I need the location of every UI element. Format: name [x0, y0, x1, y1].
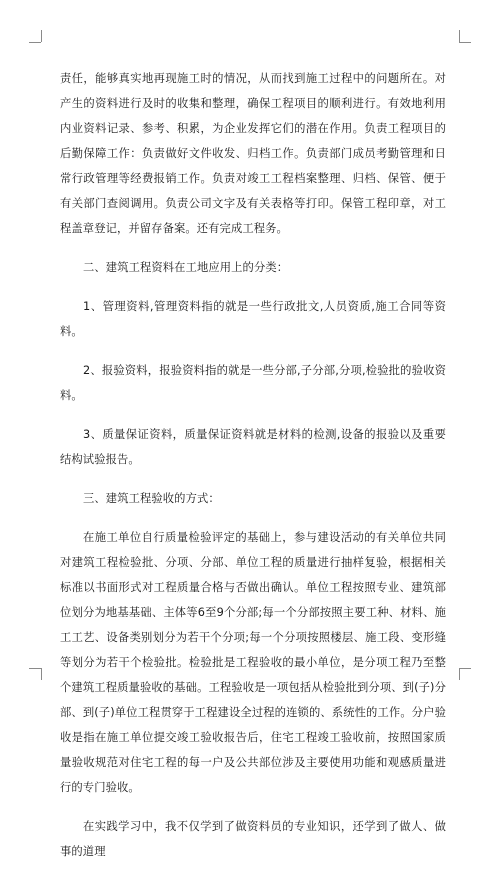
heading-section-three: 三、建筑工程验收的方式： — [83, 492, 220, 505]
body-text — [60, 66, 446, 878]
crop-mark-top-right-v — [459, 30, 460, 42]
crop-mark-top-left-v — [41, 30, 42, 42]
heading-section-two: 二、建筑工程资料在工地应用上的分类： — [83, 261, 289, 274]
crop-mark-bottom-right-h — [459, 668, 471, 669]
crop-mark-bottom-right-v — [459, 668, 460, 680]
crop-mark-top-right-h — [459, 42, 471, 43]
crop-mark-top-left-h — [29, 42, 41, 43]
paragraph-acceptance-method: 在施工单位自行质量检验评定的基础上，参与建设活动的有关单位共同对建筑工程检验批、分项、分部、单位工程的质量进行抽样复验，根据相关标准以书面形式对工程质量合格与否做出确认。单位工程按照专业、建筑部位划分为地基基础、主体等6至9个分部;每一个分部按照主要工种、材料、施工工艺、设备类别划分为若干个分项;每一个分项按照楼层、施工段、变形缝等划分为若干个检验批。检验批是工程验收的最小单位，是分项工程乃至整个建筑工程质量验收的基础。工程验收是一项包括从检验批到分项、到(子)分部、到(子)单位工程贯穿于工程建设全过程的连锁的、系统性的工作。分户验收是指在施工单位提交竣工验收报告后，住宅工程竣工验收前，按照国家质量验收规范对住宅工程的每一户及公共部位涉及主要使用功能和观感质量进行的专门验收。 — [60, 531, 446, 794]
paragraph-responsibilities: 责任，能够真实地再现施工时的情况，从而找到施工过程中的问题所在。对产生的资料进行及时的收集和整理，确保工程项目的顺利进行。有效地利用内业资料记录、参考、积累，为企业发挥它们的潜在作用。负责工程项目的后勤保障工作：负责做好文件收发、归档工作。负责部门成员考勤管理和日常行政管理等经费报销工作。负责对竣工工程档案整理、归档、保管、便于有关部门查阅调用。负责公司文字及有关表格等打印。保管工程印章，对工程盖章登记，并留存备案。还有完成工程务。 — [60, 72, 446, 235]
crop-mark-bottom-left-h — [29, 668, 41, 669]
paragraph-practice-learning: 在实践学习中，我不仅学到了做资料员的专业知识，还学到了做人、做事的道理 — [60, 820, 446, 858]
list-item-management-docs: 1、管理资料,管理资料指的就是一些行政批文,人员资质,施工合同等资料。 — [60, 300, 446, 338]
list-item-quality-docs: 3、质量保证资料，质量保证资料就是材料的检测,设备的报验以及重要结构试验报告。 — [60, 428, 446, 466]
list-item-inspection-docs: 2、报验资料，报验资料指的就是一些分部,子分部,分项,检验批的验收资料。 — [60, 364, 446, 402]
crop-mark-bottom-left-v — [41, 668, 42, 680]
